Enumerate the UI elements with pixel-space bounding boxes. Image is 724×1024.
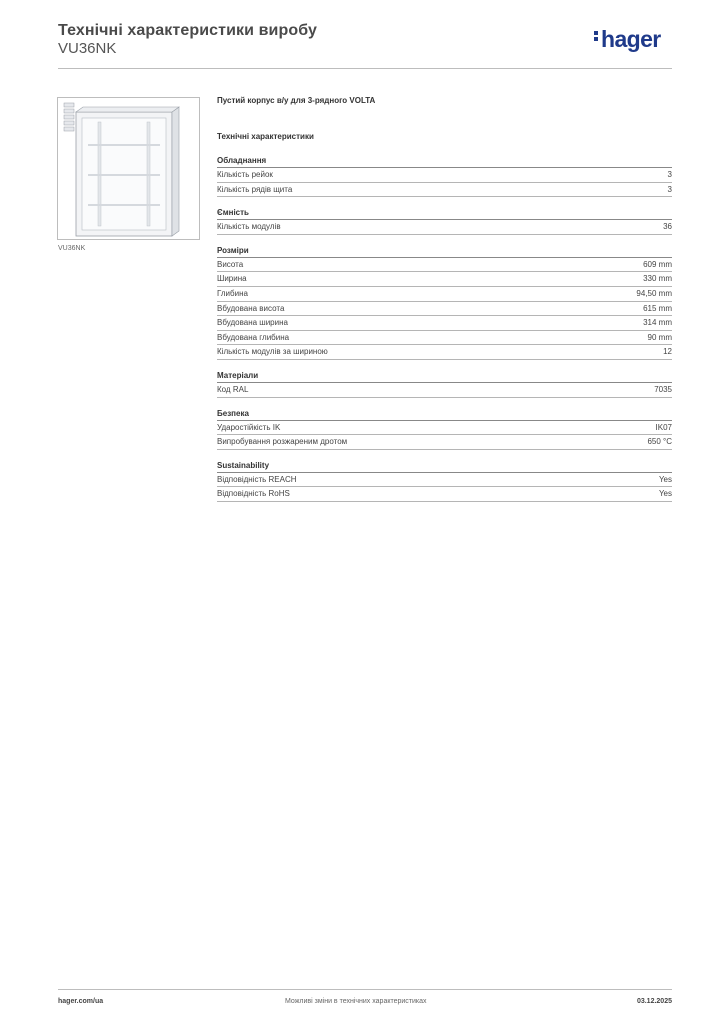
- spec-value: 94,50 mm: [636, 288, 672, 298]
- spec-label: Випробування розжареним дротом: [217, 437, 348, 447]
- logo-text: hager: [601, 26, 661, 52]
- section-sustainability: [217, 460, 672, 502]
- section-title: Розміри: [217, 245, 672, 258]
- spec-value: 3: [667, 184, 672, 194]
- specs-heading: Технічні характеристики: [217, 132, 314, 141]
- spec-row: [217, 421, 672, 436]
- section-equipment: [217, 155, 672, 197]
- spec-value: Yes: [658, 489, 672, 499]
- spec-label: Кількість рейок: [217, 170, 273, 179]
- spec-label: Ударостійкість IK: [217, 422, 281, 432]
- section-title: Безпека: [217, 408, 672, 421]
- logo-dots-icon: [594, 29, 599, 43]
- spec-value: 314 mm: [643, 318, 672, 328]
- spec-row: [217, 258, 672, 273]
- enclosure-illustration-icon: [58, 98, 199, 239]
- footer-date: 03.12.2025: [636, 998, 672, 1005]
- spec-label: Вбудована висота: [217, 303, 285, 313]
- spec-value: 90 mm: [647, 332, 672, 342]
- product-description: Пустий корпус в/у для 3-рядного VOLTA: [217, 96, 376, 105]
- spec-content: [217, 96, 672, 512]
- spec-value: 36: [663, 222, 672, 232]
- spec-row: [217, 331, 672, 346]
- spec-value: 7035: [654, 384, 672, 394]
- spec-value: 615 mm: [643, 303, 672, 313]
- spec-label: Кількість модулів: [217, 222, 281, 232]
- spec-label: Ширина: [217, 274, 247, 284]
- spec-label: Висота: [217, 259, 244, 269]
- section-title: Ємність: [217, 207, 672, 220]
- header-divider: [58, 68, 672, 69]
- spec-row: [217, 287, 672, 302]
- page-title: Технічні характеристики виробу: [58, 22, 317, 39]
- spec-value: IK07: [655, 422, 672, 432]
- spec-value: Yes: [658, 474, 672, 484]
- footer-disclaimer: Можливі зміни в технічних характеристиках: [285, 998, 427, 1005]
- spec-row: [217, 435, 672, 450]
- section-safety: [217, 408, 672, 450]
- spec-label: Відповідність RoHS: [217, 489, 290, 499]
- spec-value: 609 mm: [643, 259, 672, 269]
- brand-logo: [594, 28, 661, 51]
- section-title: Sustainability: [217, 460, 672, 473]
- spec-row: [217, 487, 672, 502]
- spec-row: [217, 183, 672, 198]
- product-image: [57, 97, 200, 240]
- section-capacity: [217, 207, 672, 235]
- spec-label: Вбудована ширина: [217, 318, 288, 328]
- spec-label: Глибина: [217, 288, 248, 298]
- spec-label: Кількість модулів за шириною: [217, 347, 328, 357]
- spec-label: Вбудована глибина: [217, 332, 290, 342]
- section-materials: [217, 370, 672, 398]
- spec-value: 330 mm: [643, 274, 672, 284]
- spec-row: [217, 168, 672, 183]
- spec-label: Код RAL: [217, 384, 249, 394]
- section-dimensions: [217, 245, 672, 360]
- spec-value: 3: [667, 170, 672, 179]
- image-caption: VU36NK: [58, 245, 86, 252]
- footer-divider: [58, 989, 672, 990]
- section-title: Обладнання: [217, 155, 672, 168]
- spec-row: [217, 383, 672, 398]
- spec-value: 650 °C: [647, 437, 672, 447]
- spec-row: [217, 220, 672, 235]
- footer-website-link[interactable]: hager.com/ua: [58, 998, 104, 1005]
- spec-row: [217, 302, 672, 317]
- spec-row: [217, 272, 672, 287]
- spec-label: Відповідність REACH: [217, 474, 297, 484]
- spec-row: [217, 473, 672, 488]
- spec-label: Кількість рядів щита: [217, 184, 293, 194]
- section-title: Матеріали: [217, 370, 672, 383]
- product-code: VU36NK: [58, 40, 117, 57]
- spec-row: [217, 345, 672, 360]
- spec-row: [217, 316, 672, 331]
- spec-value: 12: [663, 347, 672, 357]
